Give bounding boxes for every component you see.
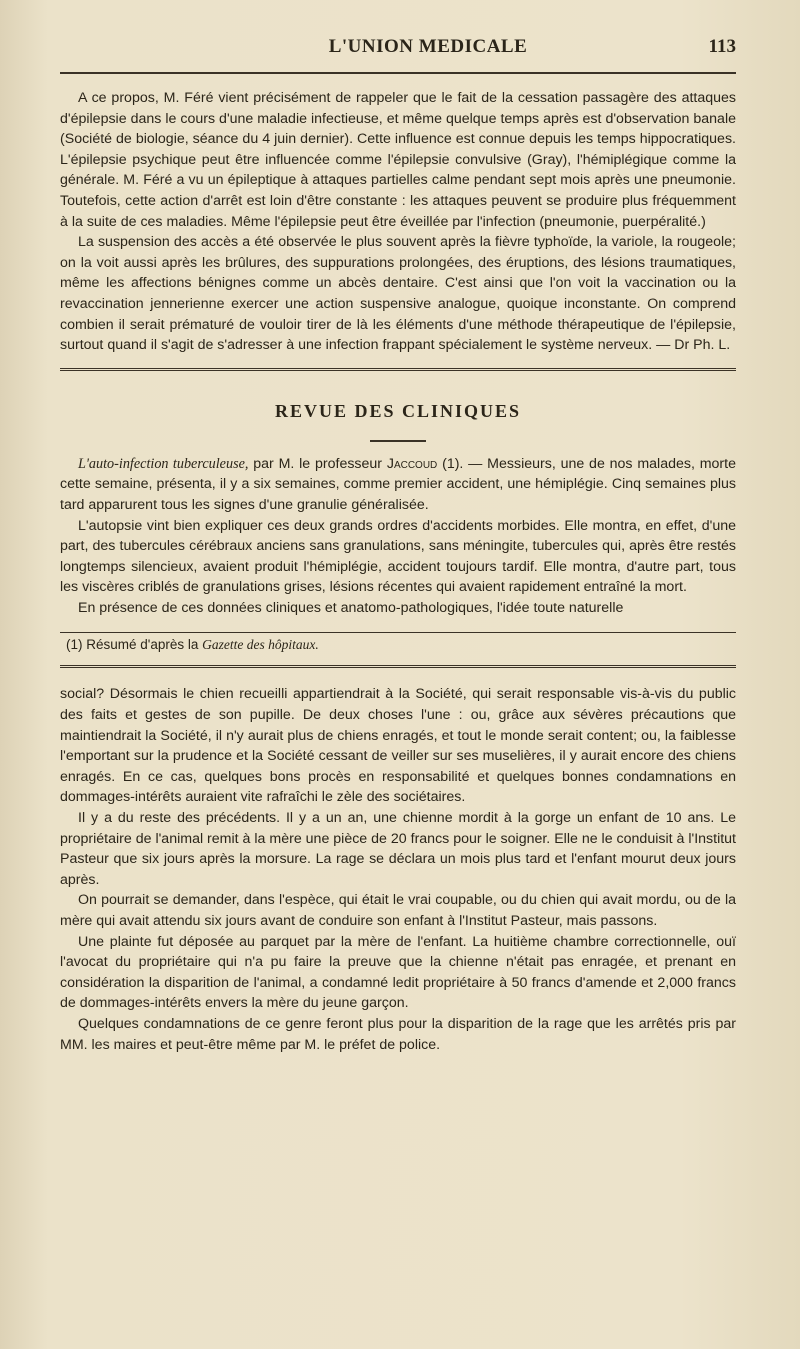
paragraph: L'auto-infection tuberculeuse, par M. le professeur Jaccoud (1). — Messieurs, une de nos malades, morte cette semaine, présenta, il y a six semaines, comme premier accident, une hémiplégie. Cinq semaines plus tard apparurent tous les signes d'une granulie généralisée.	[60, 455, 736, 513]
paragraph: Une plainte fut déposée au parquet par la mère de l'enfant. La huitième chambre correctionnelle, ouï l'avocat du propriétaire qui n'a pu faire la preuve que la chienne n'était pas enragée, et prenant en considération la disparition de l'animal, a condamné ledit propriétaire à 50 francs d'amende et 2,000 francs de dommages-intérêts envers la mère du jeune garçon.	[60, 933, 736, 1012]
running-title: L'UNION MEDICALE	[328, 36, 528, 57]
footnote-source: Gazette des hôpitaux.	[202, 637, 319, 653]
paragraph: Quelques condamnations de ce genre feront plus pour la disparition de la rage que les arrêtés pris par MM. les maires et peut-être même par M. le préfet de police.	[60, 1015, 736, 1053]
section-title: REVUE DES CLINIQUES	[274, 400, 522, 421]
header-rule	[60, 72, 736, 74]
paragraph: La suspension des accès a été observée le plus souvent après la fièvre typhoïde, la variole, la rougeole; on la voit aussi après les brûlures, des suppurations prolongées, des éruptions, des lésions traumatiques, même les affections bénignes comme un abcès dentaire. C'est ainsi que l'on voit la vaccination ou la revaccination jennerienne exercer une action suspensive analogue, quoique inconstante. On comprend combien il serait prématuré de vouloir tirer de là les éléments d'une méthode thérapeutique de l'épilepsie, surtout quand il s'agit de s'adresser à une infection frappant spécialement le système nerveux. — Dr Ph. L.	[60, 234, 736, 354]
section-divider	[60, 368, 736, 373]
title-underline	[370, 440, 426, 442]
paragraph: En présence de ces données cliniques et anatomo-pathologiques, l'idée toute naturelle	[78, 599, 624, 616]
article-epilepsy	[60, 88, 736, 356]
article-lead-title: L'auto-infection tuberculeuse,	[78, 455, 249, 472]
article-rabies	[60, 684, 736, 1055]
column-break-rule	[60, 665, 736, 670]
paragraph: On pourrait se demander, dans l'espèce, qui était le vrai coupable, ou du chien qui avait mordu, ou de la mère qui avait attendu six jours avant de conduire son enfant à l'Institut Pasteur, mais passons.	[60, 892, 736, 929]
paragraph: A ce propos, M. Féré vient précisément de rappeler que le fait de la cessation passagère des attaques d'épilepsie dans le cours d'une maladie infectieuse, et même quelque temps après est d'observation banale (Société de biologie, séance du 4 juin dernier). Cette influence est connue depuis les temps hippocratiques. L'épilepsie psychique peut être influencée comme l'épilepsie convulsive (Gray), l'hémiplégique comme la générale. M. Féré a vu un épileptique à attaques partielles calme pendant sept mois après une pneumonie. Toutefois, cette action d'arrêt est loin d'être constante : les attaques peuvent se produire plus fréquemment à la suite de ces maladies. Même l'épilepsie peut être éveillée par l'infection (pneumonie, puerpéralité.)	[60, 90, 736, 230]
paragraph: L'autopsie vint bien expliquer ces deux grands ordres d'accidents morbides. Elle montra, en effet, d'une part, des tubercules cérébraux anciens sans granulations, sans méningite, tubercules qui, après être restés longtemps silencieux, avaient produit l'hémiplégie, accident toujours tardif. Elle montra, d'autre part, tous les viscères criblés de granulations grises, lésions récentes qui avaient rapidement entraîné la mort.	[60, 517, 736, 596]
paragraph: social? Désormais le chien recueilli appartiendrait à la Société, qui serait responsable vis-à-vis du public des faits et gestes de son pupille. De deux choses l'une : ou, grâce aux sévères précautions que maintiendrait la Société, il n'y aurait plus de chiens enragés, et tout le monde serait content; ou, la faiblesse l'emportant sur la prudence et la Société cessant de veiller sur ses muselières, il y aurait encore des chiens enragés. En ce cas, quelques bons procès en responsabilité et quelques bonnes condamnations en dommages-intérêts auraient vite rafraîchi le zèle des sociétaires.	[60, 686, 736, 806]
footnote-marker: (1)	[66, 637, 83, 653]
footnote: (1) Résumé d'après la Gazette des hôpitaux.	[66, 637, 319, 653]
article-auto-infection	[60, 454, 736, 619]
footnote-rule	[60, 632, 736, 633]
paragraph: Il y a du reste des précédents. Il y a un an, une chienne mordit à la gorge un enfant de 10 ans. Le propriétaire de l'animal remit à la mère une pièce de 20 francs pour le soigner. Elle ne le conduisit à l'Institut Pasteur que six jours après la morsure. La rage se déclara un mois plus tard et l'enfant mourut deux jours après.	[60, 810, 736, 888]
page-number: 113	[708, 36, 736, 57]
author-name: Jaccoud	[386, 455, 438, 472]
page-header	[60, 36, 736, 70]
